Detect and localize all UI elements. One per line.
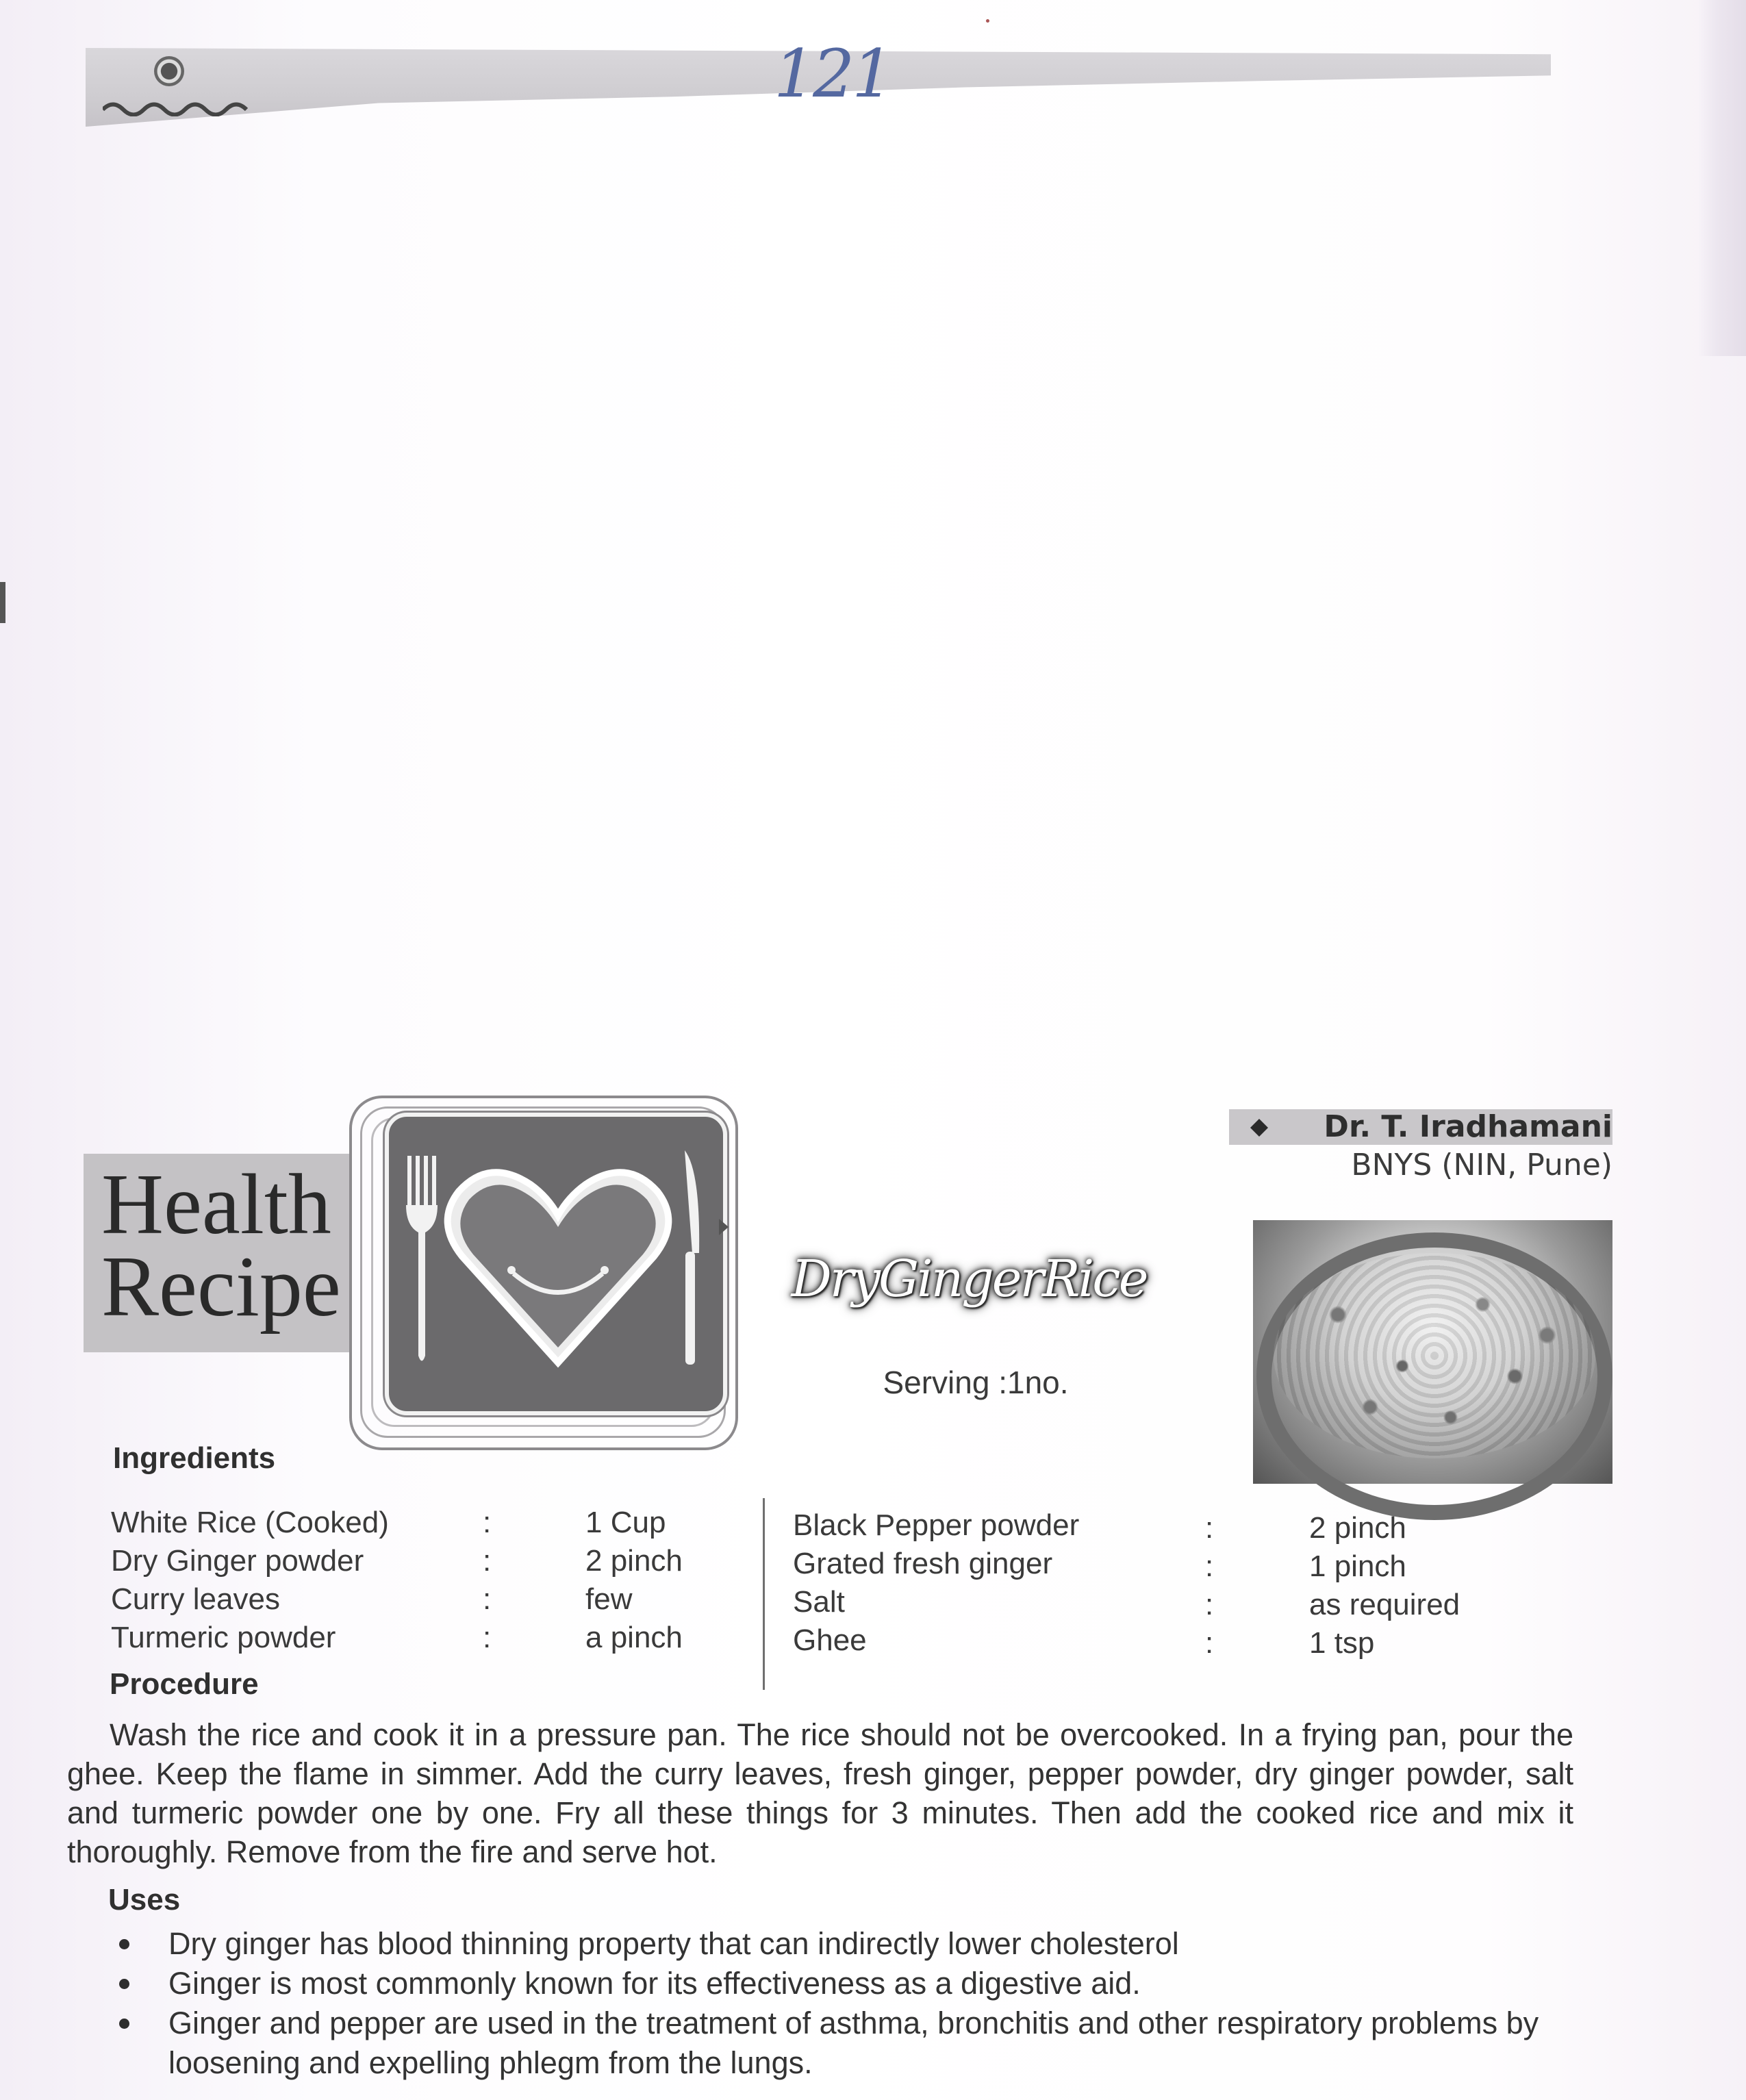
procedure-text: Wash the rice and cook it in a pressure pan. The rice should not be overcooked. In a frying pan, pour the ghee. Keep the flame in simmer. Add the curry leaves, fresh ginger, pepper powder, dry ginger powder, salt and turmeric powder one by one. Fry all these things for 3 minutes. Then add the cooked rice and mix it thoroughly. Remove from the fire and serve hot. — [67, 1717, 1573, 1869]
wave-ornament-icon — [103, 96, 253, 116]
circle-bullet-icon — [154, 56, 184, 86]
uses-item-2: Ginger is most commonly known for its effectiveness as a digestive aid. — [115, 1964, 1580, 2003]
uses-list — [115, 1924, 1580, 2083]
ingredient-separator: : — [1205, 1549, 1214, 1583]
ingredients-heading: Ingredients — [113, 1441, 276, 1475]
ingredient-right-name-2: Grated fresh ginger — [793, 1547, 1053, 1580]
ingredient-right-name-3: Salt — [793, 1585, 845, 1619]
badge-line-2: Recipe — [101, 1239, 341, 1334]
ingredient-right-name-4: Ghee — [793, 1623, 867, 1657]
ingredient-separator: : — [483, 1506, 492, 1539]
uses-heading: Uses — [108, 1883, 181, 1916]
ingredient-separator: : — [483, 1544, 492, 1578]
author-name: Dr. T. Iradhamani — [1324, 1109, 1612, 1144]
serving-info: Serving :1no. — [883, 1365, 1069, 1400]
page-edge — [1698, 0, 1746, 356]
dish-rice-texture — [1274, 1253, 1595, 1458]
arrow-right-icon — [719, 1219, 729, 1235]
ingredient-left-qty-4: a pinch — [585, 1621, 683, 1654]
ingredient-right-qty-1: 2 pinch — [1309, 1511, 1406, 1545]
health-recipe-label — [101, 1157, 341, 1334]
ingredient-separator: : — [1205, 1588, 1214, 1621]
uses-item-1: Dry ginger has blood thinning property that can indirectly lower cholesterol — [115, 1924, 1580, 1964]
ingredient-separator: : — [1205, 1626, 1214, 1660]
handwritten-page-number: 121 — [774, 36, 891, 112]
logo-graphic — [394, 1130, 722, 1410]
ingredient-right-qty-4: 1 tsp — [1309, 1626, 1375, 1660]
scan-speck — [986, 19, 989, 23]
heart-smile-icon — [448, 1172, 669, 1363]
ingredient-left-name-4: Turmeric powder — [111, 1621, 336, 1654]
ingredient-separator: : — [483, 1582, 492, 1616]
ingredient-separator: : — [483, 1621, 492, 1654]
ingredient-left-name-2: Dry Ginger powder — [111, 1544, 364, 1578]
procedure-heading: Procedure — [110, 1667, 259, 1701]
author-qualification: BNYS (NIN, Pune) — [1351, 1148, 1612, 1182]
fork-icon — [406, 1156, 438, 1361]
badge-line-1: Health — [101, 1157, 331, 1252]
ingredient-right-qty-2: 1 pinch — [1309, 1549, 1406, 1583]
ingredient-right-qty-3: as required — [1309, 1588, 1460, 1621]
ingredient-left-name-1: White Rice (Cooked) — [111, 1506, 389, 1539]
uses-item-3: Ginger and pepper are used in the treatment of asthma, bronchitis and other respiratory problems by loosening and expelling phlegm from the lungs. — [115, 2003, 1580, 2083]
scan-mark — [0, 582, 5, 623]
ingredient-left-qty-2: 2 pinch — [585, 1544, 683, 1578]
ingredient-left-qty-3: few — [585, 1582, 633, 1616]
recipe-title: DryGingerRice — [791, 1250, 1147, 1308]
ingredient-right-name-1: Black Pepper powder — [793, 1508, 1080, 1542]
knife-icon — [685, 1150, 699, 1365]
ingredient-left-qty-1: 1 Cup — [585, 1506, 666, 1539]
ingredient-separator: : — [1205, 1511, 1214, 1545]
ingredient-left-name-3: Curry leaves — [111, 1582, 280, 1616]
ingredients-divider — [763, 1498, 765, 1690]
